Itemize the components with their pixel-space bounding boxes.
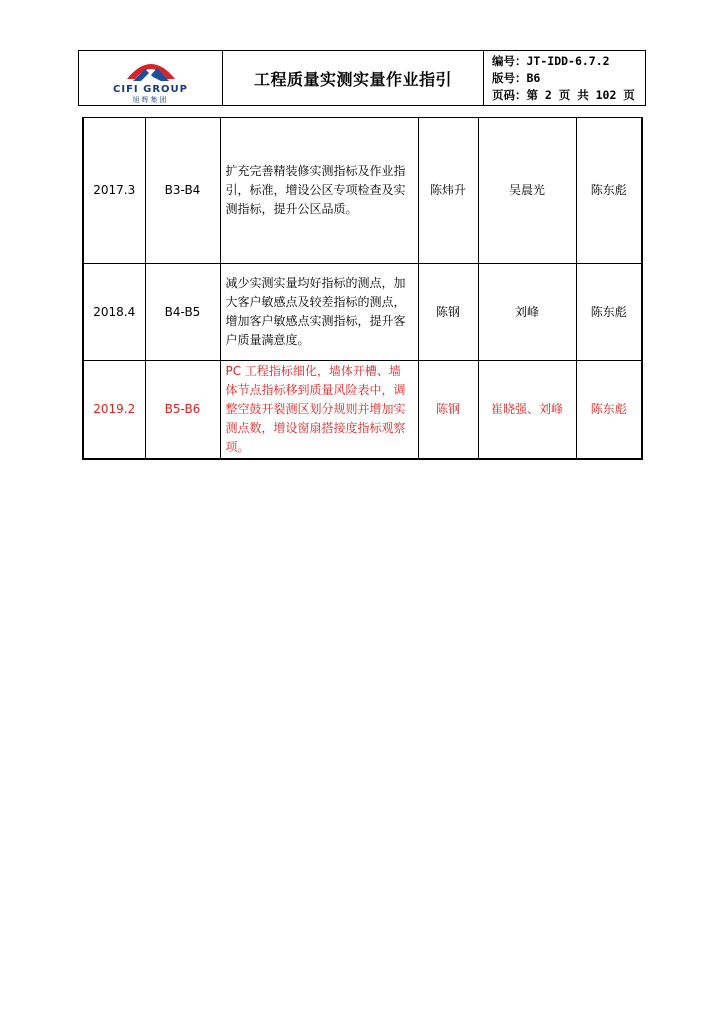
revision-date: 2018.4: [83, 264, 145, 361]
table-row: [83, 264, 642, 361]
document-code: 编号：JT-IDD-6.7.2: [492, 53, 610, 68]
revision-version: B5-B6: [145, 361, 220, 459]
document-title: 工程质量实测实量作业指引: [223, 51, 484, 105]
revision-drafter: 陈钢: [418, 361, 478, 459]
revision-version: B4-B5: [145, 264, 220, 361]
revision-description: 减少实测实量均好指标的测点，加大客户敏感点及较差指标的测点，增加客户敏感点实测指标，提升客户质量满意度。: [220, 264, 418, 361]
revision-approver: 陈东彪: [576, 118, 642, 264]
revision-drafter: 陈钢: [418, 264, 478, 361]
revision-date: 2017.3: [83, 118, 145, 264]
revision-reviewer: 崔晓强、刘峰: [478, 361, 576, 459]
document-header: [78, 50, 646, 106]
revision-approver: 陈东彪: [576, 264, 642, 361]
revision-date: 2019.2: [83, 361, 145, 459]
logo-english-text: CIFI GROUP: [113, 84, 188, 95]
table-row: [83, 118, 642, 264]
document-version: 版号：B6: [492, 70, 541, 85]
revision-approver: 陈东彪: [576, 361, 642, 459]
logo-chinese-text: 旭辉集团: [132, 96, 169, 104]
revision-description: PC 工程指标细化，墙体开槽、墙体节点指标移到质量风险表中，调整空鼓开裂测区划分规则并增加实测点数，增设窗扇搭接度指标观察项。: [220, 361, 418, 459]
revision-reviewer: 刘峰: [478, 264, 576, 361]
revision-version: B3-B4: [145, 118, 220, 264]
page-number: 页码：第 2 页 共 102 页: [492, 87, 635, 102]
revision-reviewer: 吴晨光: [478, 118, 576, 264]
company-logo: [79, 51, 223, 105]
cifi-logo-icon: [123, 55, 179, 85]
revision-history-table: [82, 117, 643, 460]
document-meta: [484, 51, 645, 105]
table-row: [83, 361, 642, 459]
revision-drafter: 陈炜升: [418, 118, 478, 264]
revision-description: 扩充完善精装修实测指标及作业指引，标准，增设公区专项检查及实测指标，提升公区品质。: [220, 118, 418, 264]
